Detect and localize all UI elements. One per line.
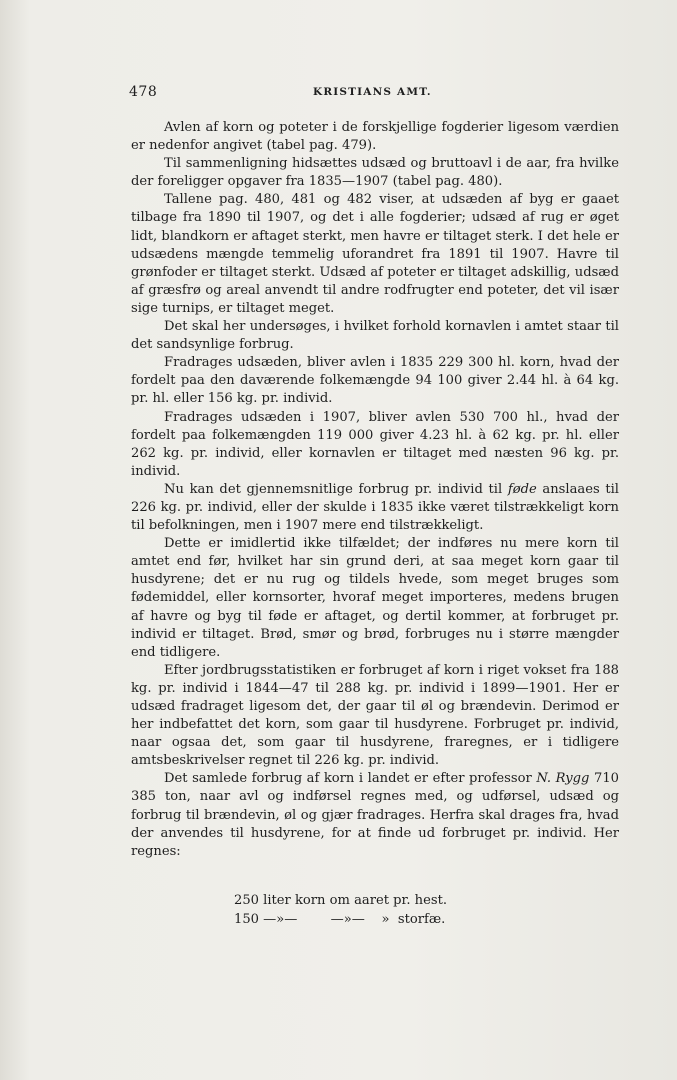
paragraph-text: Nu kan det gjennemsnitlige forbrug pr. individ til: [164, 481, 508, 497]
paragraph-text: Det samlede forbrug af korn i landet er efter professor: [164, 771, 537, 787]
author-name: N. Rygg: [536, 771, 590, 787]
paragraph: Dette er imidlertid ikke tilfældet; der indføres nu mere korn til amtet end før, hvilket har sin grund deri, at saa meget korn gaar til husdyrene; det er nu rug og tildels hvede, som meget bruges som fødemiddel, eller kornsorter, hvoraf meget importeres, medens brugen af havre og byg til føde er aftaget, og dertil kommer, at forbruget pr. individ er tiltaget. Brød, smør og brød, forbruges nu i større mængder end tidligere.: [131, 536, 619, 660]
paragraph: [131, 481, 619, 535]
paragraph: Fradrages udsæden, bliver avlen i 1835 229 300 hl. korn, hvad der fordelt paa den daværende folkemængde 94 100 giver 2.44 hl. à 64 kg. pr. hl. eller 156 kg. pr. individ.: [131, 355, 619, 407]
paragraph: Det skal her undersøges, i hvilket forhold kornavlen i amtet staar til det sandsynlige forbrug.: [131, 319, 619, 353]
list-amount: 150: [234, 911, 259, 927]
paragraph: Efter jordbrugsstatistiken er forbruget af korn i riget vokset fra 188 kg. pr. individ i 1844—47 til 288 kg. pr. individ i 1899—1901. Her er udsæd fradraget ligesom det, der gaar til øl og brændevin. Derimod er her indbefattet det korn, som gaar til husdyrene. Forbruget pr. individ, naar ogsaa det, som gaar til husdyrene, fraregnes, er i tidligere amtsbeskrivelser regnet til 226 kg. pr. individ.: [131, 662, 619, 769]
paragraph-text: anslaaes til 226 kg. pr. individ, eller der skulde i 1835 ikke været tilstrækkeligt korn til befolkningen, men i 1907 mere end tilstrækkeligt.: [131, 481, 619, 534]
paragraph: Til sammenligning hidsættes udsæd og bruttoavl i de aar, fra hvilke der foreligger opgaver fra 1835—1907 (tabel pag. 480).: [131, 156, 619, 190]
paragraph: Fradrages udsæden i 1907, bliver avlen 530 700 hl., hvad der fordelt paa folkemængden 119 000 giver 4.23 hl. à 62 kg. pr. hl. eller 262 kg. pr. individ, eller kornavlen er tiltaget med næsten 96 kg. pr. individ.: [131, 409, 619, 479]
paragraph: Avlen af korn og poteter i de forskjellige fogderier ligesom værdien er nedenfor angivet (tabel pag. 479).: [131, 120, 619, 154]
body-text: [131, 119, 619, 861]
paragraph-text: 710 385 ton, naar avl og indførsel regnes med, og udførsel, udsæd og forbrug til brændevin, øl og gjær fradrages. Herfra skal drages fra, hvad der anvendes til husdyrene, for at finde ud forbruget pr. individ. Her regnes:: [131, 771, 620, 859]
paragraph: Tallene pag. 480, 481 og 482 viser, at udsæden af byg er gaaet tilbage fra 1890 til 1907, og det i alle fogderier; udsæd af rug er øget lidt, blandkorn er aftaget sterkt, men havre er tiltaget sterk. I det hele er udsædens mængde temmelig uforandret fra 1891 til 1907. Havre til grønfoder er tiltaget sterkt. Udsæd af poteter er tiltaget adskillig, udsæd af græsfrø og areal anvendt til andre rodfrugter end poteter, det vil især sige turnips, er tiltaget meget.: [131, 192, 619, 316]
paragraph: [131, 770, 619, 860]
list-amount: 250: [234, 893, 259, 908]
list-item: [234, 892, 447, 911]
page-number: 478: [129, 84, 158, 100]
list-item: [234, 911, 447, 930]
italic-word: føde: [507, 481, 537, 497]
running-head: KRISTIANS AMT.: [313, 86, 432, 98]
page-header: [129, 84, 619, 104]
list-text: liter korn om aaret pr. hest.: [263, 893, 448, 908]
list-text: —»— —»— » storfæ.: [263, 911, 446, 927]
consumption-list: [234, 892, 447, 929]
